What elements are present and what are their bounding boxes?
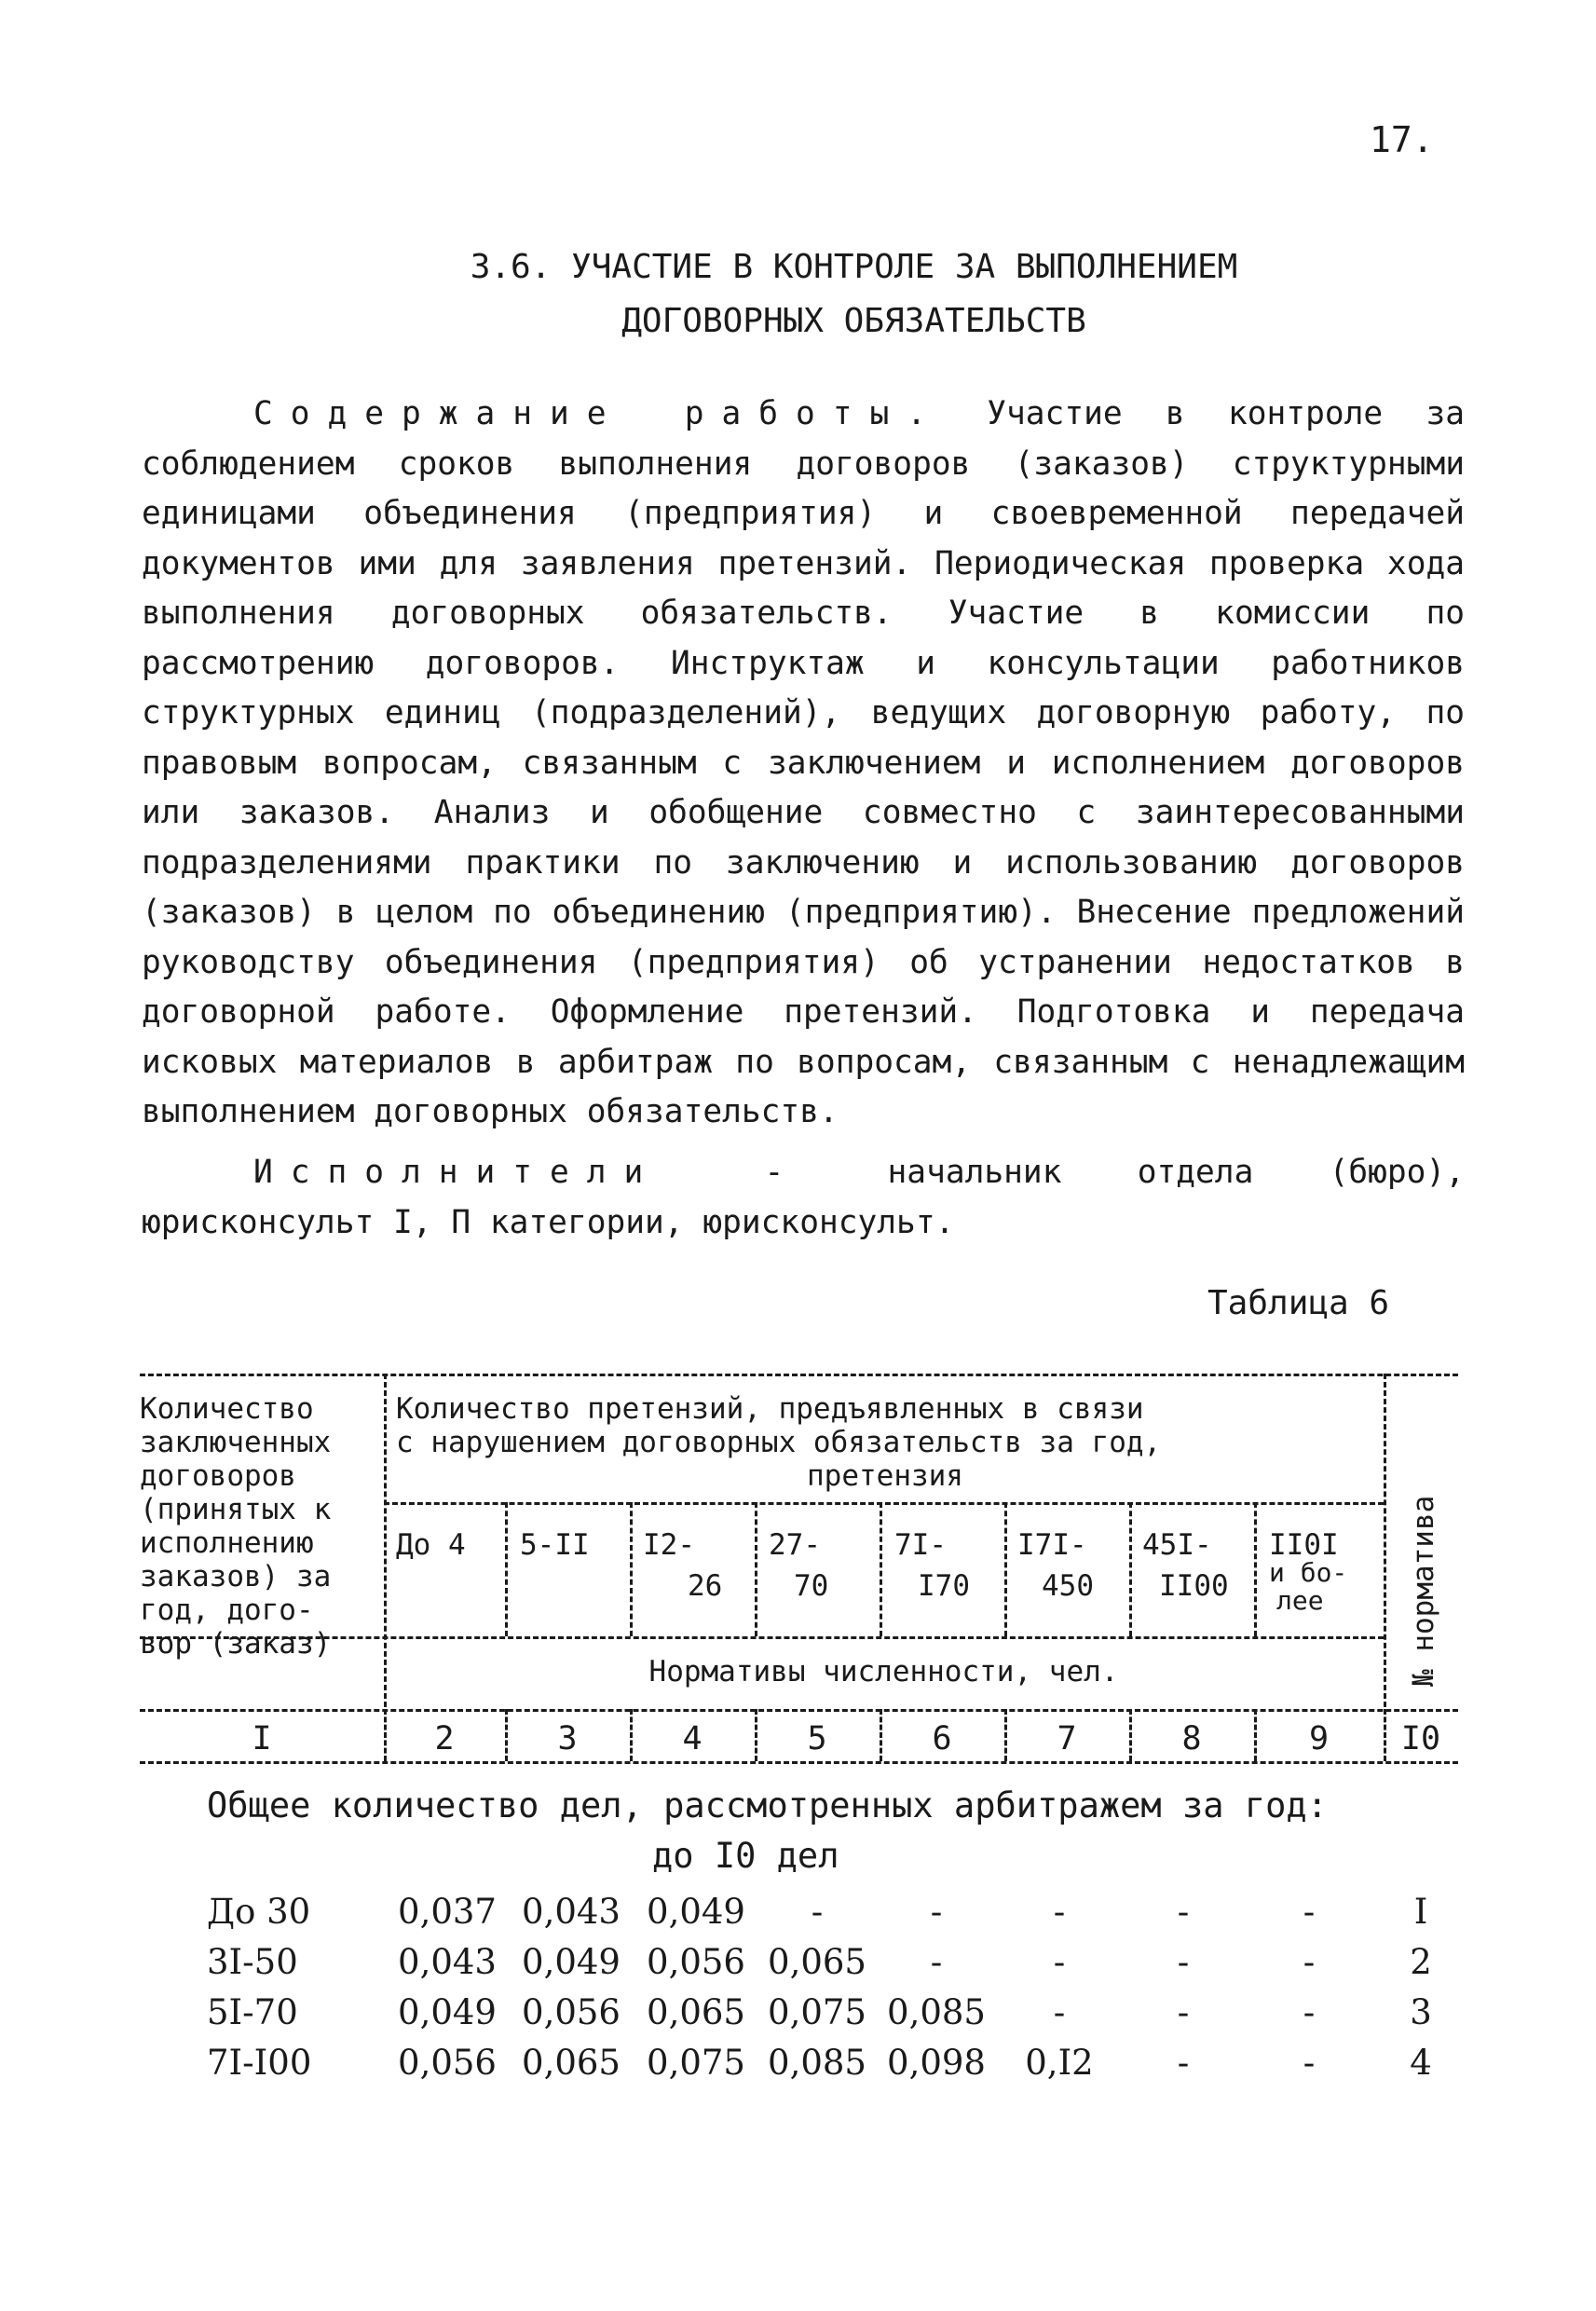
range-header: 70 xyxy=(794,1569,829,1603)
row-value: - xyxy=(1303,1992,1316,2032)
row-value: 0,043 xyxy=(398,1942,497,1982)
row-value: 0,049 xyxy=(522,1942,621,1982)
range-header: лее xyxy=(1276,1585,1324,1616)
row-value: 0,043 xyxy=(522,1892,621,1932)
row-value: - xyxy=(930,1942,943,1982)
col-number: I0 xyxy=(1400,1720,1441,1757)
row-norm-number: 4 xyxy=(1410,2043,1432,2083)
row-value: 0,085 xyxy=(887,1992,986,2032)
section-title-line2: ДОГОВОРНЫХ ОБЯЗАТЕЛЬСТВ xyxy=(621,302,1086,340)
row-value: - xyxy=(1303,1942,1316,1982)
row-value: 0,056 xyxy=(647,1942,745,1982)
content-text: Участие в контроле за соблюдением сроков выполнения договоров (заказов) структурными единицами объединения (предприятия) и своевременной передачей документов ими для заявления претензий. Периодическая проверка хода выполнения договорных обязательств. Участие в комиссии по рассмотрению договоров. Инструктаж и консультации работников структурных единиц (подразделений), ведущих договорную работу, по правовым вопросам, связанным с заключением и исполнением договоров или заказов. Анализ и обобщение совместно с заинтересованными подразделениями практики по заключению и использованию договоров (заказов) в целом по объединению (предприятию). Внесение предложений руководству объединения (предприятия) об устранении недостатков в договорной работе. Оформление претензий. Подготовка и передача исковых материалов в арбитраж по вопросам, связанным с ненадлежащим выполнением договорных обязательств. xyxy=(142,395,1465,1130)
range-header: I7I- xyxy=(1017,1528,1087,1562)
row-value: - xyxy=(1177,1992,1190,2032)
range-header: 5-II xyxy=(520,1528,590,1562)
col1-header-line: заказов) за xyxy=(140,1560,332,1593)
col-number: 4 xyxy=(682,1720,703,1757)
row-value: 0,037 xyxy=(398,1892,497,1932)
row-value: 0,065 xyxy=(522,2043,621,2083)
range-divider xyxy=(1004,1502,1007,1636)
range-divider xyxy=(630,1502,633,1636)
col-number: 2 xyxy=(434,1720,455,1757)
range-header: 26 xyxy=(688,1569,723,1603)
range-header: 45I- xyxy=(1142,1528,1212,1562)
range-header: 450 xyxy=(1042,1569,1094,1603)
row-value: - xyxy=(1177,2043,1190,2083)
row-value: - xyxy=(1053,1892,1066,1932)
col1-header-line: Количество xyxy=(140,1392,314,1426)
col1-header-line: вор (заказ) xyxy=(140,1627,332,1661)
row-value: 0,056 xyxy=(522,1992,621,2032)
range-header: II00 xyxy=(1159,1569,1229,1603)
content-label: Содержание работы. xyxy=(253,395,944,432)
row-value: 0,065 xyxy=(647,1992,745,2032)
norm-number-header: № норматива xyxy=(1407,1495,1440,1687)
row-value: 0,075 xyxy=(647,2043,745,2083)
range-header: и бо- xyxy=(1269,1557,1348,1588)
row-value: - xyxy=(1177,1892,1190,1932)
range-divider xyxy=(880,1502,882,1636)
row-value: - xyxy=(1053,1942,1066,1982)
page-number: 17. xyxy=(1370,119,1434,160)
group-header xyxy=(396,1392,1374,1493)
col1-header-line: договоров xyxy=(140,1459,296,1493)
content-paragraph xyxy=(142,390,1465,1138)
ranges-bottom-rule xyxy=(140,1636,1384,1639)
executors-dash: - xyxy=(764,1154,784,1191)
col1-header xyxy=(140,1392,331,1661)
table-row xyxy=(0,1942,1596,1992)
row-value: - xyxy=(930,1892,943,1932)
row-value: - xyxy=(1053,1992,1066,2032)
table-row xyxy=(0,1892,1596,1942)
table-subheader: Общее количество дел, рассмотренных арбитражем за год: xyxy=(207,1785,1328,1826)
table-row xyxy=(0,1992,1596,2043)
range-header: II0I xyxy=(1269,1528,1339,1562)
row-norm-number: 3 xyxy=(1410,1992,1432,2032)
col-number: 6 xyxy=(932,1720,952,1757)
executors-text: начальник отдела (бюро), юрисконсульт I, П категории, юрисконсульт. xyxy=(142,1154,1465,1241)
col-number: 9 xyxy=(1308,1720,1330,1757)
row-value: - xyxy=(1303,2043,1316,2083)
col1-header-line: год, дого- xyxy=(140,1593,314,1627)
row-norm-number: I xyxy=(1413,1892,1428,1932)
table-caption: Таблица 6 xyxy=(1207,1284,1390,1322)
row-value: 0,056 xyxy=(398,2043,497,2083)
norm-header: Нормативы численности, чел. xyxy=(648,1655,1119,1689)
row-value: 0,098 xyxy=(887,2043,986,2083)
row-value: 0,075 xyxy=(768,1992,866,2032)
col-number: 7 xyxy=(1057,1720,1077,1757)
row-value: - xyxy=(811,1892,824,1932)
table-subheader-range: до I0 дел xyxy=(652,1836,839,1876)
col1-header-line: (принятых к xyxy=(140,1493,332,1526)
row-value: 0,049 xyxy=(398,1992,497,2032)
range-divider xyxy=(1254,1502,1257,1636)
range-header: I70 xyxy=(918,1569,970,1603)
range-divider xyxy=(755,1502,757,1636)
col1-header-line: заключенных xyxy=(140,1426,332,1459)
col-number: 3 xyxy=(557,1720,578,1757)
executors-label: Исполнители xyxy=(253,1154,662,1191)
table-top-rule xyxy=(140,1374,1458,1376)
numbering-top-rule xyxy=(140,1709,1458,1712)
row-value: 0,065 xyxy=(768,1942,866,1982)
row-value: 0,085 xyxy=(768,2043,866,2083)
numbering-bottom-rule xyxy=(140,1761,1458,1764)
range-divider xyxy=(505,1502,508,1636)
col-number: 5 xyxy=(807,1720,827,1757)
row-label: До 30 xyxy=(207,1892,311,1932)
row-label: 5I-70 xyxy=(207,1992,298,2032)
range-header: 7I- xyxy=(894,1528,947,1562)
last-col-divider xyxy=(1384,1374,1386,1707)
col-number: 8 xyxy=(1181,1720,1202,1757)
row-value: 0,I2 xyxy=(1025,2043,1094,2083)
col-number: I xyxy=(252,1720,272,1757)
range-header: I2- xyxy=(643,1528,695,1562)
executors-paragraph xyxy=(142,1148,1465,1248)
ranges-top-rule xyxy=(384,1502,1384,1505)
group-header-line: Количество претензий, предъявленных в связи xyxy=(396,1392,1144,1426)
section-title-line1: 3.6. УЧАСТИЕ В КОНТРОЛЕ ЗА ВЫПОЛНЕНИЕМ xyxy=(470,248,1238,286)
range-header: До 4 xyxy=(396,1528,466,1562)
row-value: - xyxy=(1303,1892,1316,1932)
row-value: - xyxy=(1177,1942,1190,1982)
col1-header-line: исполнению xyxy=(140,1526,314,1560)
row-value: 0,049 xyxy=(647,1892,745,1932)
range-divider xyxy=(1129,1502,1132,1636)
group-header-line: претензия xyxy=(807,1459,963,1493)
range-header: 27- xyxy=(769,1528,821,1562)
group-header-line: с нарушением договорных обязательств за год, xyxy=(396,1426,1162,1459)
row-label: 3I-50 xyxy=(207,1942,298,1982)
table-row xyxy=(0,2043,1596,2093)
row-norm-number: 2 xyxy=(1410,1942,1432,1982)
row-label: 7I-I00 xyxy=(207,2043,312,2083)
